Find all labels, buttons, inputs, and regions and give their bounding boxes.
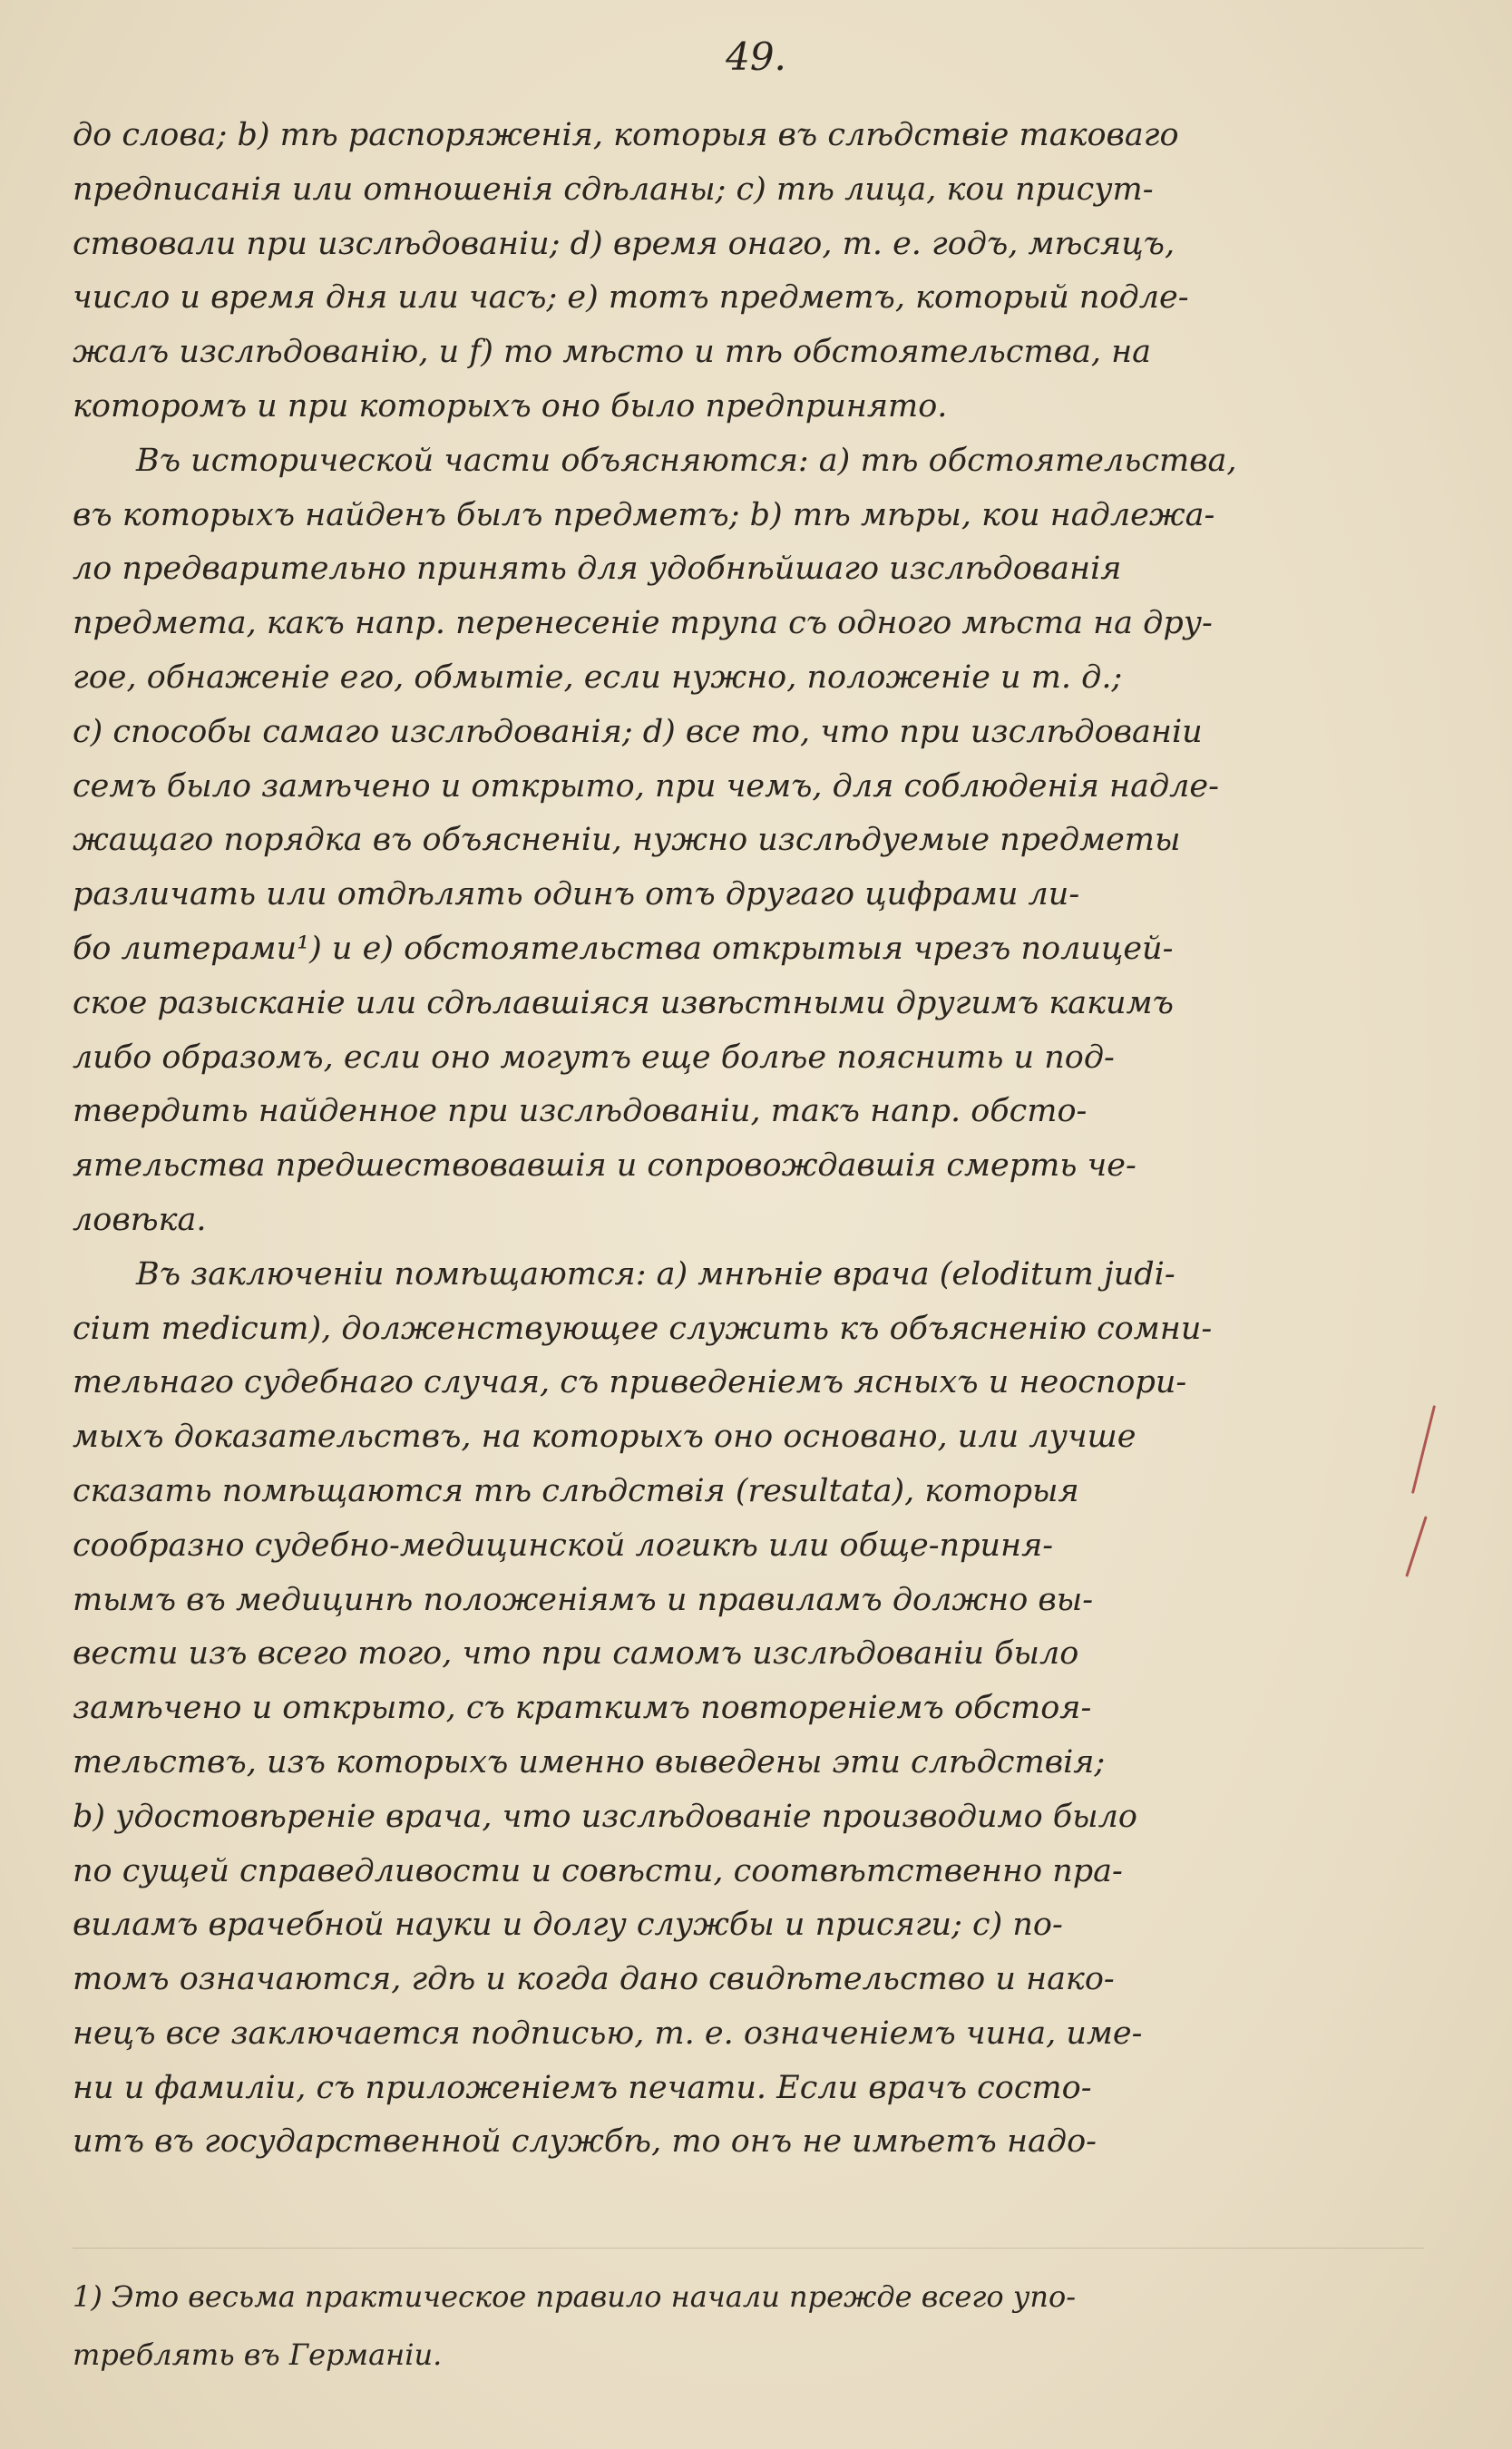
text-line: семъ было замѣчено и открыто, при чемъ, для соблюденія надле- [73, 767, 1219, 805]
paragraph-start-line: Въ исторической части объясняются: a) тѣ обстоятельства, [136, 442, 1237, 479]
text-line: виламъ врачебной науки и долгу службы и присяги; c) по- [73, 1907, 1063, 1944]
text-line: гое, обнаженіе его, обмытіе, если нужно, положеніе и т. д.; [73, 659, 1123, 696]
text-line: томъ означаются, гдѣ и когда дано свидѣтельство и нако- [73, 1961, 1115, 1998]
text-line: итъ въ государственной службѣ, то онъ не имѣетъ надо- [73, 2123, 1097, 2161]
text-line: вести изъ всего того, что при самомъ изслѣдованіи было [73, 1635, 1079, 1673]
text-line: по сущей справедливости и совѣсти, соотвѣтственно пра- [73, 1852, 1123, 1889]
body-text [73, 109, 1424, 2170]
footnote-line: треблять въ Германіи. [73, 2337, 443, 2372]
text-line: ское разысканіе или сдѣлавшіяся извѣстными другимъ какимъ [73, 984, 1174, 1021]
text-line: сказать помѣщаются тѣ слѣдствія (resultata), которыя [73, 1472, 1079, 1509]
text-line: тельнаго судебнаго случая, съ приведеніемъ ясныхъ и неоспори- [73, 1364, 1187, 1401]
text-line: c) способы самаго изслѣдованія; d) все то, что при изслѣдованіи [73, 713, 1203, 750]
text-line: либо образомъ, если оно могутъ еще болѣе пояснить и под- [73, 1039, 1115, 1076]
footnotes [73, 2268, 1424, 2384]
text-line: жащаго порядка въ объясненіи, нужно изслѣдуемые предметы [73, 822, 1181, 859]
text-line: мыхъ доказательствъ, на которыхъ оно основано, или лучше [73, 1419, 1136, 1456]
text-line: нецъ все заключается подписью, т. е. означеніемъ чина, име- [73, 2015, 1143, 2052]
text-line: сообразно судебно-медицинской логикѣ или обще-приня- [73, 1527, 1054, 1564]
page-number: 49. [726, 34, 786, 79]
text-line: cium medicum), долженствующее служить къ объясненію сомни- [73, 1310, 1213, 1347]
text-line: ятельства предшествовавшія и сопровождавшія смерть че- [73, 1147, 1136, 1185]
text-line: различать или отдѣлять одинъ отъ другаго цифрами ли- [73, 876, 1080, 913]
text-line: предписанія или отношенія сдѣланы; c) тѣ лица, кои присут- [73, 171, 1154, 208]
paragraph-start-line: Въ заключеніи помѣщаются: a) мнѣніе врача (eloditum judi- [136, 1255, 1175, 1293]
text-line: ствовали при изслѣдованіи; d) время онаго, т. е. годъ, мѣсяцъ, [73, 225, 1175, 262]
text-line: ни и фамиліи, съ приложеніемъ печати. Если врачъ состо- [73, 2069, 1092, 2106]
text-line: предмета, какъ напр. перенесеніе трупа съ одного мѣста на дру- [73, 605, 1213, 642]
text-line: ловѣка. [73, 1201, 207, 1238]
text-line: твердить найденное при изслѣдованіи, такъ напр. обсто- [73, 1093, 1088, 1130]
text-line: до слова; b) тѣ распоряженія, которыя въ слѣдствіе таковаго [73, 117, 1179, 153]
text-line: тымъ въ медицинѣ положеніямъ и правиламъ должно вы- [73, 1581, 1094, 1618]
footnote-divider [73, 2248, 1424, 2249]
text-line: бо литерами¹) и e) обстоятельства открытыя чрезъ полицей- [73, 930, 1174, 967]
text-line: которомъ и при которыхъ оно было предпринято. [73, 387, 948, 424]
text-line: ло предварительно принять для удобнѣйшаго изслѣдованія [73, 551, 1122, 588]
text-line: жалъ изслѣдованію, и f) то мѣсто и тѣ обстоятельства, на [73, 334, 1152, 371]
text-line: число и время дня или часъ; e) тотъ предметъ, который подле- [73, 279, 1189, 317]
text-line: тельствъ, изъ которыхъ именно выведены эти слѣдствія; [73, 1743, 1106, 1781]
text-line: замѣчено и открыто, съ краткимъ повтореніемъ обстоя- [73, 1690, 1092, 1727]
text-line: b) удостовѣреніе врача, что изслѣдованіе производимо было [73, 1798, 1137, 1835]
footnote-line: 1) Это весьма практическое правило начали прежде всего упо- [73, 2279, 1077, 2314]
text-line: въ которыхъ найденъ былъ предметъ; b) тѣ мѣры, кои надлежа- [73, 496, 1215, 533]
